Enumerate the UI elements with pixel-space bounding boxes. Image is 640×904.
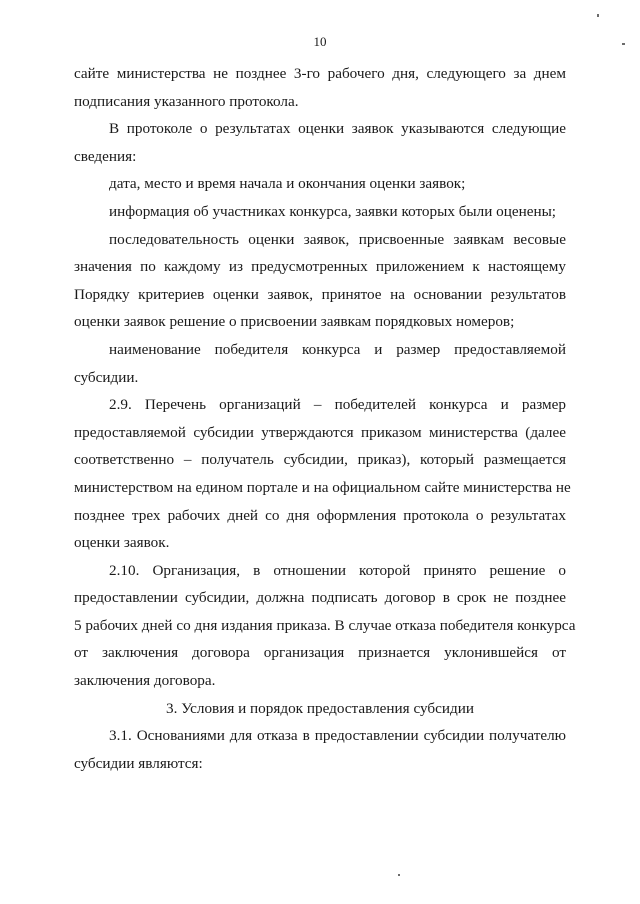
text-line: предоставлении субсидии, должна подписать договор в срок не позднее <box>74 589 566 607</box>
page-number: 10 <box>313 34 327 49</box>
text-line: В протоколе о результатах оценки заявок указываются следующие <box>109 120 566 138</box>
text-line: подписания указанного протокола. <box>74 92 299 110</box>
paragraph <box>74 557 576 695</box>
text-line: информация об участниках конкурса, заявки которых были оценены; <box>109 202 557 220</box>
text-line: 2.9. Перечень организаций – победителей конкурса и размер <box>109 396 566 414</box>
scan-mark <box>398 874 400 876</box>
text-line: субсидии. <box>74 368 139 386</box>
text-line: министерством на едином портале и на официальном сайте министерства не <box>74 478 571 496</box>
text-line: предоставляемой субсидии утверждаются приказом министерства (далее <box>74 423 566 441</box>
text-line: значения по каждому из предусмотренных приложением к настоящему <box>74 258 566 276</box>
paragraph <box>74 391 571 557</box>
scan-mark <box>622 43 625 45</box>
text-line: оценки заявок. <box>74 534 170 552</box>
text-line: сайте министерства не позднее 3-го рабочего дня, следующего за днем <box>74 65 566 82</box>
paragraph <box>74 226 566 336</box>
text-line: наименование победителя конкурса и размер предоставляемой <box>109 340 566 358</box>
text-line: позднее трех рабочих дней со дня оформления протокола о результатах <box>74 506 566 524</box>
paragraph <box>74 336 566 391</box>
text-line: соответственно – получатель субсидии, приказ), который размещается <box>74 451 566 469</box>
scan-mark <box>597 14 599 17</box>
section-heading: 3. Условия и порядок предоставления субсидии <box>166 699 474 717</box>
text-line: оценки заявок решение о присвоении заявкам порядковых номеров; <box>74 313 515 331</box>
paragraph <box>74 60 566 115</box>
text-line: 3.1. Основаниями для отказа в предоставлении субсидии получателю <box>109 727 566 745</box>
text-line: от заключения договора организация признается уклонившейся от <box>74 644 566 662</box>
document-body <box>74 60 576 777</box>
text-line: 5 рабочих дней со дня издания приказа. В случае отказа победителя конкурса <box>74 616 576 634</box>
paragraph <box>74 115 566 170</box>
paragraph <box>74 722 566 777</box>
text-line: субсидии являются: <box>74 754 203 772</box>
paragraph <box>74 198 566 226</box>
text-line: заключения договора. <box>74 672 216 690</box>
paragraph <box>74 170 566 198</box>
text-line: Порядку критериев оценки заявок, принятое на основании результатов <box>74 285 566 303</box>
text-line: дата, место и время начала и окончания оценки заявок; <box>109 175 466 193</box>
text-line: 2.10. Организация, в отношении которой принято решение о <box>109 561 566 579</box>
text-line: сведения: <box>74 147 137 165</box>
text-line: последовательность оценки заявок, присвоенные заявкам весовые <box>109 230 566 248</box>
